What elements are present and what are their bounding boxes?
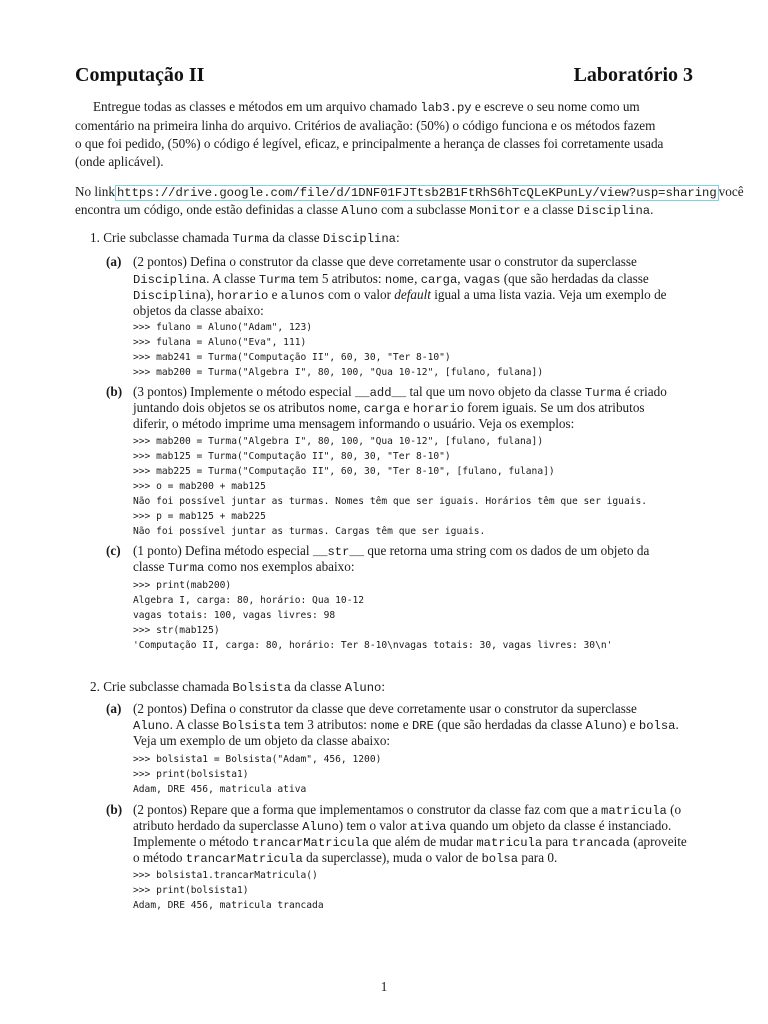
q1a-line: Disciplina. A classe Turma tem 5 atributos: nome, carga, vagas (que são herdadas da classe [133,271,649,287]
q1a-code-block [133,320,543,380]
code-line: 'Computação II, carga: 80, horário: Ter 8-10\nvagas totais: 30, vagas livres: 30\n' [133,640,613,651]
inline-code: Turma [232,232,270,246]
question-1-heading: 1. Crie subclasse chamada Turma da classe Disciplina: [90,230,400,246]
inline-code: Disciplina [133,289,207,303]
inline-code: horario [217,289,269,303]
inline-code: nome [370,719,400,733]
inline-code: nome [384,273,415,287]
q1a-line: (2 pontos) Defina o construtor da classe que deve corretamente usar o construtor da superclasse [133,254,637,269]
code-line: >>> mab200 = Turma("Algebra I", 80, 100, "Qua 10-12", [fulano, fulana]) [133,436,544,447]
inline-code: Bolsista [222,719,281,733]
code-line: >>> mab241 = Turma("Computação II", 60, 30, "Ter 8-10") [133,352,451,363]
q1b-line: (3 pontos) Implemente o método especial __add__ tal que um novo objeto da classe Turma é criado [133,384,667,400]
intro-line: comentário na primeira linha do arquivo. Critérios de avaliação: (50%) o código funciona e os métodos fazem [75,118,656,133]
q2a-label: (a) [106,701,122,716]
inline-code: Aluno [585,719,623,733]
code-line: >>> print(bolsista1) [133,769,249,780]
q2a-line: (2 pontos) Defina o construtor da classe que deve corretamente usar o construtor da superclasse [133,701,637,716]
link-prefix: No link [75,184,115,199]
q2b-line: (2 pontos) Repare que a forma que implementamos o construtor da classe faz com que a matricula (o [133,802,682,818]
inline-code: trancada [571,836,630,850]
q1c-line: classe Turma como nos exemplos abaixo: [133,559,355,575]
inline-code: Disciplina [322,232,396,246]
q2a-line: Aluno. A classe Bolsista tem 3 atributos: nome e DRE (que são herdadas da classe Aluno) e bolsa. [133,717,679,733]
inline-code: bolsa [481,852,519,866]
inline-code: vagas [463,273,501,287]
drive-link[interactable]: https://drive.google.com/file/d/1DNF01FJTtsb2B1FtRhS6hTcQLeKPunLy/view?usp=sharing [116,186,717,200]
inline-code: Disciplina [133,273,207,287]
q2b-line: Implemente o método trancarMatricula que além de mudar matricula para trancada (aproveite [133,834,687,850]
inline-code: Aluno [344,681,382,695]
link-suffix: você [718,184,744,199]
q2a-line: Veja um exemplo de um objeto da classe abaixo: [133,733,391,748]
inline-code: matricula [476,836,543,850]
code-line: >>> p = mab125 + mab225 [133,511,266,522]
code-line: >>> mab125 = Turma("Computação II", 80, 30, "Ter 8-10") [133,451,451,462]
inline-code: horario [412,402,464,416]
code-line: >>> print(bolsista1) [133,885,249,896]
intro-line: (onde aplicável). [75,154,164,169]
code-line: >>> bolsista1.trancarMatricula() [133,870,318,881]
q2b-code-block [133,868,324,913]
q1b-code-block [133,434,647,539]
emphasis: default [394,287,431,302]
inline-code: alunos [280,289,325,303]
lab-title: Laboratório 3 [573,64,693,86]
page-number: 1 [380,979,388,994]
q1a-label: (a) [106,254,122,269]
q1b-line: juntando dois objetos se os atributos nome, carga e horario forem iguais. Se um dos atributos [133,400,645,416]
inline-code: Turma [167,561,205,575]
code-line: >>> fulano = Aluno("Adam", 123) [133,322,313,333]
q2a-code-block [133,752,381,797]
inline-code: Monitor [469,204,521,218]
inline-code: Disciplina [576,204,651,218]
q2b-line: atributo herdado da superclasse Aluno) tem o valor ativa quando um objeto da classe é instanciado. [133,818,672,834]
q1b-label: (b) [106,384,123,399]
q1b-line: diferir, o método imprime uma mensagem informando o usuário. Veja os exemplos: [133,416,575,431]
code-line: >>> bolsista1 = Bolsista("Adam", 456, 1200) [133,754,382,765]
q2b-label: (b) [106,802,123,817]
code-line: Adam, DRE 456, matricula ativa [133,784,307,795]
course-title: Computação II [75,64,205,86]
inline-code: __add__ [354,386,407,400]
inline-code: Aluno [133,719,170,733]
inline-code: matricula [601,804,667,818]
inline-code: Turma [584,386,622,400]
code-line: Não foi possível juntar as turmas. Cargas têm que ser iguais. [133,526,486,537]
code-line: >>> str(mab125) [133,625,220,636]
code-line: Não foi possível juntar as turmas. Nomes têm que ser iguais. Horários têm que ser iguais. [133,496,648,507]
code-line: >>> o = mab200 + mab125 [133,481,266,492]
code-line: >>> mab200 = Turma("Algebra I", 80, 100, "Qua 10-12", [fulano, fulana]) [133,367,544,378]
inline-code: carga [363,402,401,416]
inline-code: DRE [411,719,434,733]
inline-code: trancarMatricula [185,852,303,866]
inline-code: trancarMatricula [252,836,370,850]
link-paragraph-line [75,183,744,202]
inline-code: ativa [409,820,447,834]
q1c-code-block [133,578,612,653]
inline-code: bolsa [638,719,676,733]
q2b-line: o método trancarMatricula da superclasse), muda o valor de bolsa para 0. [133,850,558,866]
question-2-heading: 2. Crie subclasse chamada Bolsista da classe Aluno: [90,679,386,695]
inline-code: nome [327,402,358,416]
q1a-line: Disciplina), horario e alunos com o valor default igual a uma lista vazia. Veja um exemplo de [133,287,667,303]
code-line: Algebra I, carga: 80, horário: Qua 10-12 [133,595,365,606]
q1c-line: (1 ponto) Defina método especial __str__ que retorna uma string com os dados de um objeto da [133,543,650,559]
inline-code: __str__ [312,545,365,559]
inline-code: Aluno [341,204,378,218]
q1a-line: objetos da classe abaixo: [133,303,264,318]
intro-line: Entregue todas as classes e métodos em um arquivo chamado lab3.py e escreve o seu nome como um [93,99,640,115]
code-line: >>> fulana = Aluno("Eva", 111) [133,337,307,348]
link-paragraph-line: encontra um código, onde estão definidas a classe Aluno com a subclasse Monitor e a classe Disciplina. [75,202,654,218]
q1c-label: (c) [106,543,121,558]
code-line: >>> print(mab200) [133,580,232,591]
code-line: vagas totais: 100, vagas livres: 98 [133,610,336,621]
inline-code: Aluno [302,820,339,834]
inline-code: Bolsista [232,681,291,695]
inline-code: carga [420,273,458,287]
code-line: >>> mab225 = Turma("Computação II", 60, 30, "Ter 8-10", [fulano, fulana]) [133,466,555,477]
inline-code: lab3.py [420,101,472,115]
code-line: Adam, DRE 456, matricula trancada [133,900,324,911]
inline-code: Turma [258,273,296,287]
intro-line: o que foi pedido, (50%) o código é legível, eficaz, e principalmente a herança de classes foi corretamente usada [75,136,664,151]
